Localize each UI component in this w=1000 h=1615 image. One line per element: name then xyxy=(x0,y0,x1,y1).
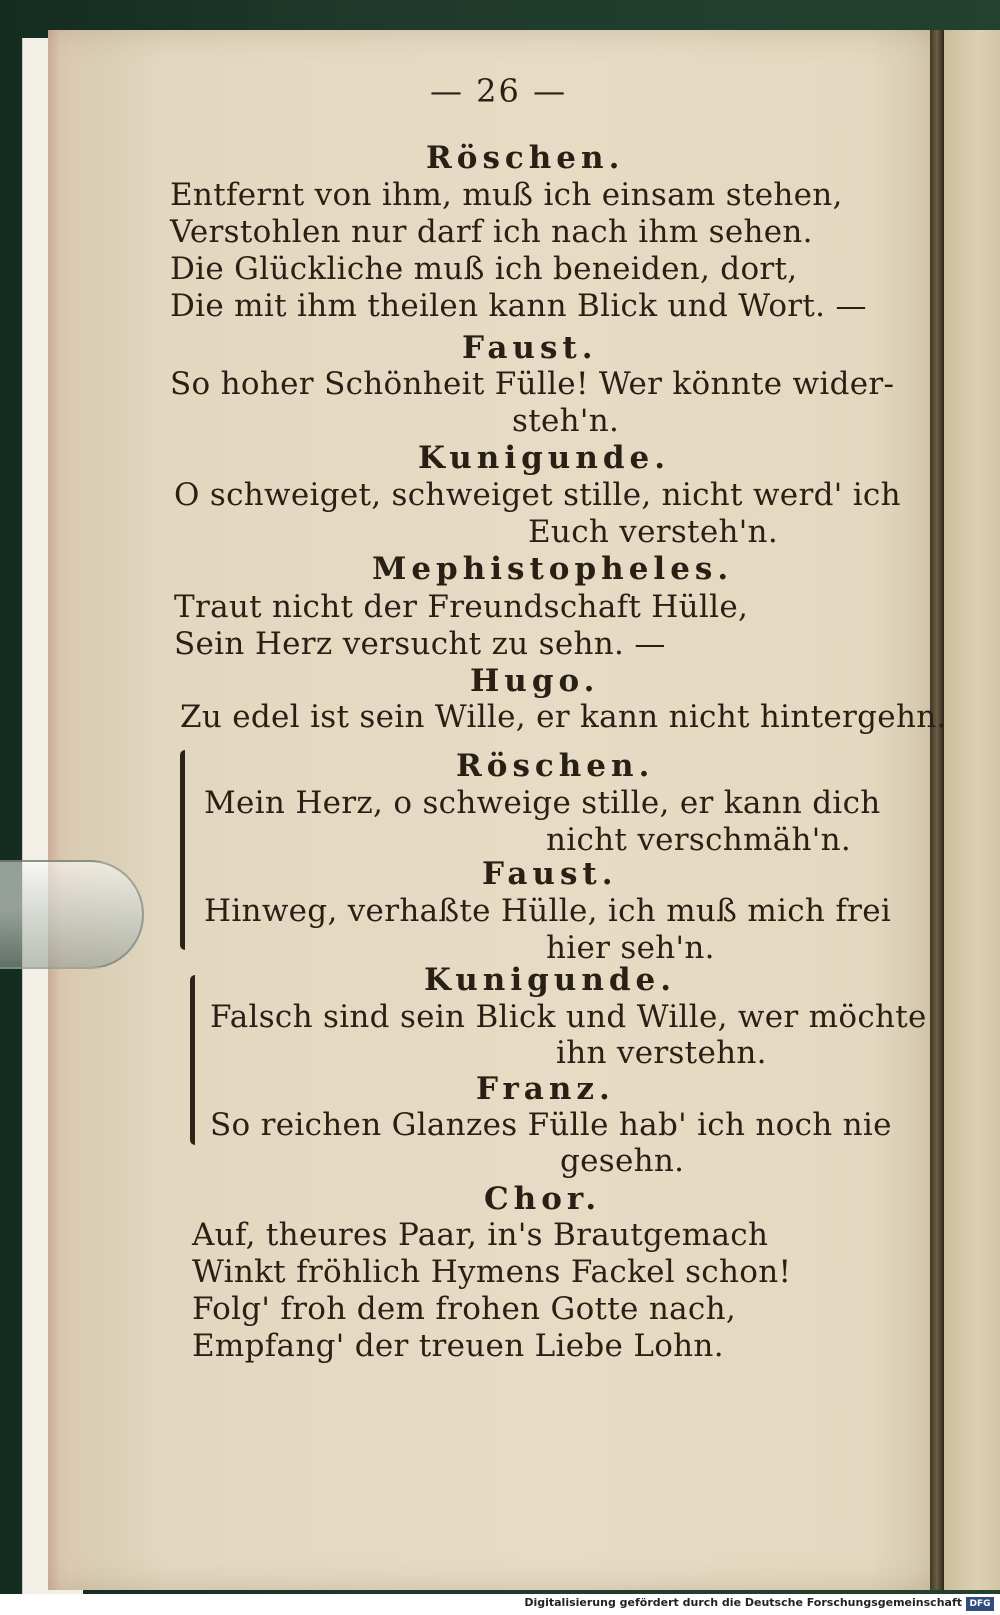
verse-line: hier seh'n. xyxy=(546,930,715,966)
verse-line: So hoher Schönheit Fülle! Wer könnte wider- xyxy=(170,366,895,402)
verse-line: Die mit ihm theilen kann Blick und Wort. — xyxy=(170,288,867,324)
speaker-name: Hugo. xyxy=(470,663,600,699)
bracket-left xyxy=(180,750,185,950)
verse-line: Verstohlen nur darf ich nach ihm sehen. xyxy=(170,214,813,250)
verse-line: Die Glückliche muß ich beneiden, dort, xyxy=(170,251,798,287)
verse-line: O schweiget, schweiget stille, nicht werd' ich xyxy=(174,477,901,513)
verse-line: ihn verstehn. xyxy=(556,1035,767,1071)
speaker-name: Röschen. xyxy=(426,140,625,176)
speaker-name: Mephistopheles. xyxy=(372,551,734,587)
bracket-left xyxy=(190,975,195,1145)
funding-credit: Digitalisierung gefördert durch die Deutsche Forschungsgemeinschaft xyxy=(524,1596,962,1609)
speaker-name: Kunigunde. xyxy=(418,440,671,476)
verse-line: Winkt fröhlich Hymens Fackel schon! xyxy=(192,1254,792,1290)
speaker-name: Faust. xyxy=(462,330,598,366)
speaker-name: Chor. xyxy=(484,1181,602,1217)
speaker-name: Faust. xyxy=(482,856,618,892)
verse-line: nicht verschmäh'n. xyxy=(546,822,852,858)
verse-line: Euch versteh'n. xyxy=(528,514,778,550)
verse-line: So reichen Glanzes Fülle hab' ich noch nie xyxy=(210,1107,892,1143)
glass-clip xyxy=(0,860,144,969)
page-number: — 26 — xyxy=(430,72,568,110)
verse-line: Traut nicht der Freundschaft Hülle, xyxy=(174,589,749,625)
verse-line: Folg' froh dem frohen Gotte nach, xyxy=(192,1291,736,1327)
speaker-name: Röschen. xyxy=(456,748,655,784)
verse-line: Hinweg, verhaßte Hülle, ich muß mich frei xyxy=(204,893,892,929)
verse-line: Empfang' der treuen Liebe Lohn. xyxy=(192,1328,724,1364)
verse-line: Falsch sind sein Blick und Wille, wer möchte xyxy=(210,999,927,1035)
verse-line: steh'n. xyxy=(512,403,620,439)
verse-line: Zu edel ist sein Wille, er kann nicht hintergehn. xyxy=(180,699,947,735)
verse-line: gesehn. xyxy=(560,1143,685,1179)
speaker-name: Kunigunde. xyxy=(424,962,677,998)
verse-line: Mein Herz, o schweige stille, er kann dich xyxy=(204,785,881,821)
verse-line: Entfernt von ihm, muß ich einsam stehen, xyxy=(170,177,843,213)
verse-line: Sein Herz versucht zu sehn. — xyxy=(174,626,666,662)
verse-line: Auf, theures Paar, in's Brautgemach xyxy=(192,1217,769,1253)
speaker-name: Franz. xyxy=(476,1071,615,1107)
footer-bar xyxy=(0,1594,1000,1615)
dfg-logo: DFG xyxy=(966,1597,994,1611)
